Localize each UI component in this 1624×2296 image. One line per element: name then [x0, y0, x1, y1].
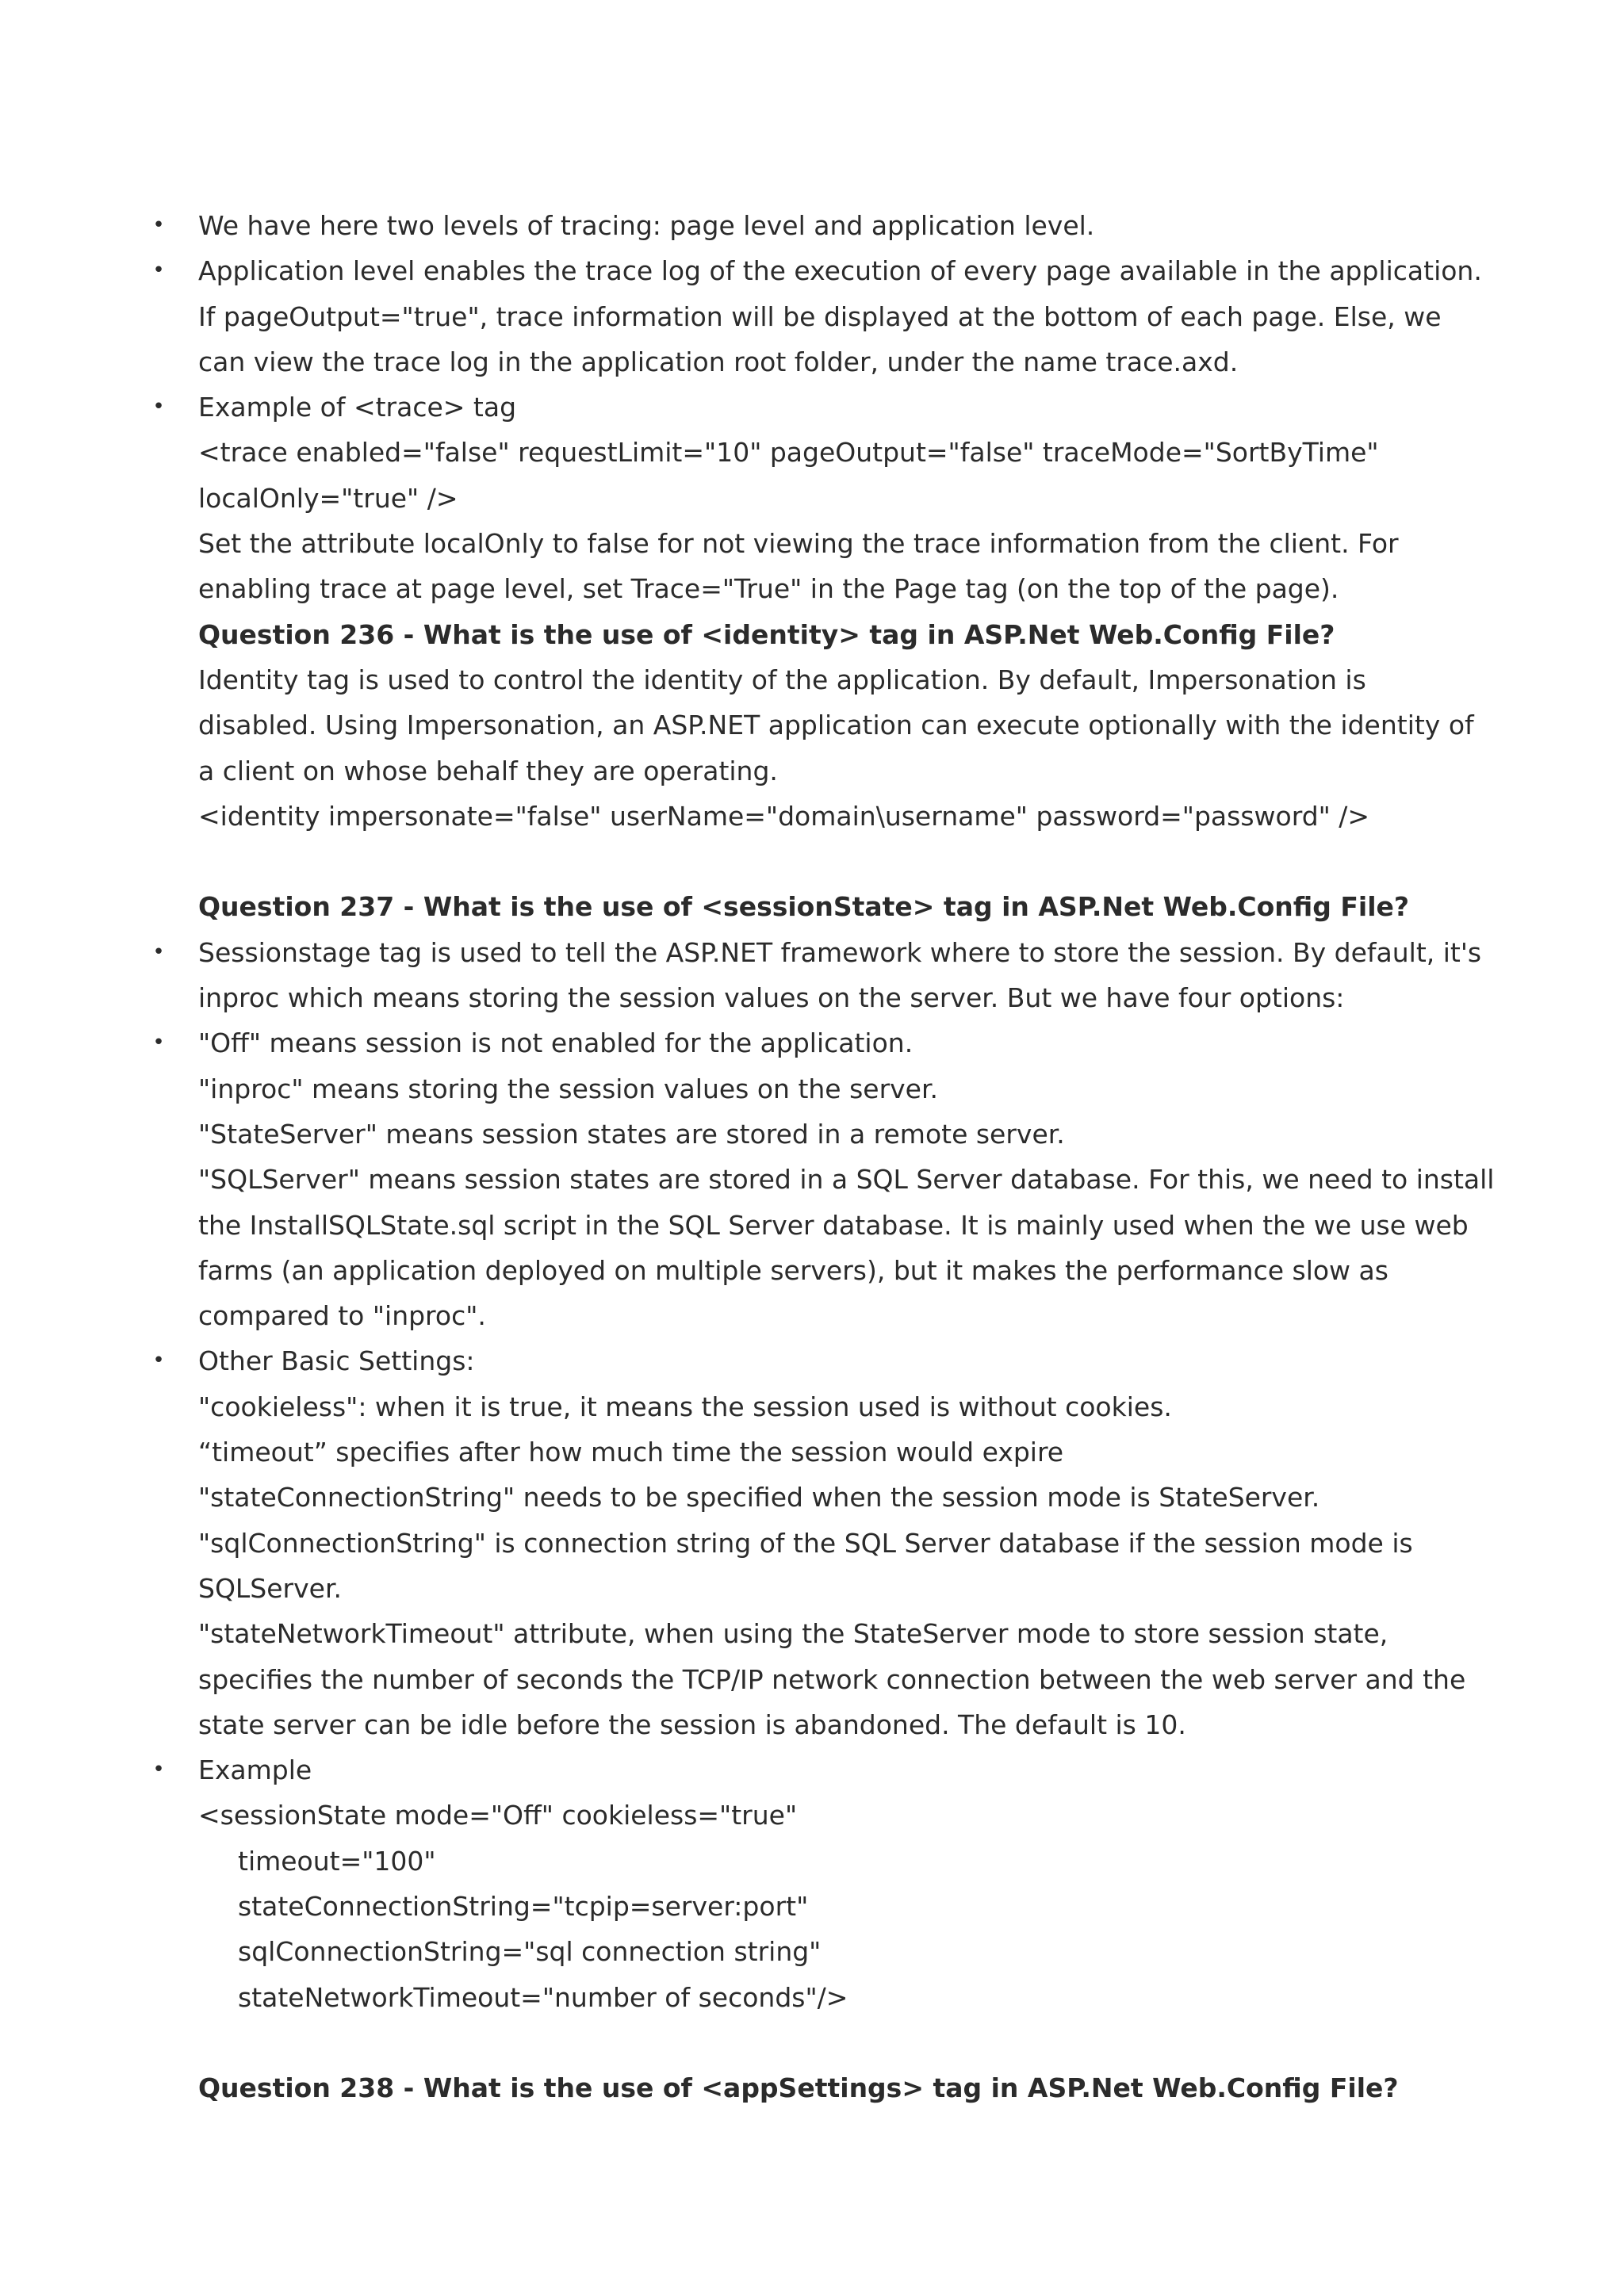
line-text: the InstallSQLState.sql script in the SQL Server database. It is mainly used when the we use web [198, 1209, 1469, 1241]
line-text: compared to "inproc". [198, 1300, 486, 1332]
line-text: <trace enabled="false" requestLimit="10" pageOutput="false" traceMode="SortByTime" [198, 437, 1379, 469]
line-text: stateConnectionString="tcpip=server:port" [238, 1890, 809, 1922]
line-text: Question 237 - What is the use of <sessionState> tag in ASP.Net Web.Config File? [198, 891, 1410, 923]
line-text: <sessionState mode="Off" cookieless="true" [198, 1800, 798, 1831]
text-line [198, 521, 1467, 566]
line-text: inproc which means storing the session values on the server. But we have four options: [198, 982, 1345, 1014]
text-line [198, 1611, 1467, 1656]
text-line [198, 1203, 1467, 1248]
text-line [198, 1248, 1467, 1293]
text-line [198, 794, 1467, 839]
text-line [198, 702, 1474, 748]
bullet-icon: • [152, 1031, 165, 1055]
text-line [152, 203, 1467, 248]
text-line [198, 1929, 1467, 1974]
blank-line [198, 2020, 1467, 2065]
bullet-icon: • [152, 213, 165, 237]
text-line [198, 1793, 1467, 1838]
line-text: state server can be idle before the session is abandoned. The default is 10. [198, 1709, 1186, 1740]
text-line [198, 476, 1467, 521]
text-line [198, 1475, 1467, 1520]
line-text: "cookieless": when it is true, it means the session used is without cookies. [198, 1391, 1172, 1422]
text-line [198, 294, 1467, 339]
line-text: If pageOutput="true", trace information will be displayed at the bottom of each page. Else, we [198, 300, 1442, 332]
line-text: Identity tag is used to control the identity of the application. By default, Impersonation is [198, 664, 1366, 695]
text-line [152, 1020, 1467, 1066]
line-text: We have here two levels of tracing: page level and application level. [198, 210, 1095, 241]
text-line [198, 1429, 1467, 1475]
line-text: "stateConnectionString" needs to be specified when the session mode is StateServer. [198, 1482, 1320, 1513]
text-line [198, 1521, 1467, 1566]
line-text: Question 236 - What is the use of <identity> tag in ASP.Net Web.Config File? [198, 618, 1335, 650]
line-text: a client on whose behalf they are operating. [198, 755, 778, 786]
text-line [152, 248, 1482, 293]
line-text: localOnly="true" /> [198, 482, 458, 514]
line-text: can view the trace log in the application root folder, under the name trace.axd. [198, 346, 1239, 377]
text-line [152, 1747, 1467, 1793]
line-text: specifies the number of seconds the TCP/IP network connection between the web server and the [198, 1663, 1466, 1695]
line-text: Sessionstage tag is used to tell the ASP.NET framework where to store the session. By default, it's [198, 936, 1482, 968]
line-text: "Off" means session is not enabled for the application. [198, 1027, 914, 1059]
line-text: Question 238 - What is the use of <appSettings> tag in ASP.Net Web.Config File? [198, 2072, 1399, 2104]
bullet-icon: • [152, 1758, 165, 1782]
line-text: Application level enables the trace log of the execution of every page available in the application. [198, 255, 1482, 287]
line-text: stateNetworkTimeout="number of seconds"/> [238, 1981, 848, 2013]
text-line [198, 1066, 1467, 1112]
text-line [198, 1702, 1467, 1747]
line-text: "SQLServer" means session states are stored in a SQL Server database. For this, we need to install [198, 1164, 1495, 1196]
line-text: "inproc" means storing the session values on the server. [198, 1073, 939, 1104]
text-line [198, 1657, 1467, 1702]
text-line [198, 430, 1467, 475]
text-line [198, 975, 1467, 1020]
question-heading [198, 2065, 1467, 2110]
line-text: farms (an application deployed on multiple servers), but it makes the performance slow as [198, 1254, 1388, 1286]
text-line [198, 339, 1467, 385]
text-line [152, 385, 1467, 430]
line-text: SQLServer. [198, 1572, 342, 1604]
text-line [198, 1975, 1467, 2020]
bullet-icon: • [152, 395, 165, 419]
text-line [198, 1884, 1467, 1929]
line-text: "stateNetworkTimeout" attribute, when using the StateServer mode to store session state, [198, 1618, 1388, 1650]
text-line [198, 1566, 1467, 1611]
line-text: timeout="100" [238, 1845, 436, 1877]
question-heading [198, 612, 1467, 657]
bullet-icon: • [152, 939, 165, 964]
line-text: Example of <trace> tag [198, 392, 517, 423]
text-line [152, 1338, 1467, 1383]
line-text: "sqlConnectionString" is connection string of the SQL Server database if the session mode is [198, 1527, 1413, 1559]
text-line [152, 930, 1482, 975]
text-line [198, 1839, 1467, 1884]
bullet-icon: • [152, 1349, 165, 1373]
line-text: Example [198, 1755, 312, 1786]
line-text: enabling trace at page level, set Trace="True" in the Page tag (on the top of the page). [198, 573, 1339, 605]
text-line [198, 657, 1467, 702]
line-text: "StateServer" means session states are stored in a remote server. [198, 1118, 1065, 1150]
line-text: Set the attribute localOnly to false for not viewing the trace information from the client. For [198, 528, 1399, 560]
line-text: sqlConnectionString="sql connection string" [238, 1936, 822, 1968]
document-body [152, 203, 1495, 2110]
question-heading [198, 884, 1467, 929]
text-line [198, 1384, 1467, 1429]
blank-line [198, 839, 1467, 884]
line-text: “timeout” specifies after how much time the session would expire [198, 1437, 1064, 1468]
text-line [198, 1157, 1495, 1202]
line-text: disabled. Using Impersonation, an ASP.NET application can execute optionally with the identity of [198, 710, 1474, 741]
line-text: Other Basic Settings: [198, 1345, 475, 1377]
text-line [198, 748, 1467, 794]
bullet-icon: • [152, 258, 165, 283]
text-line [198, 1112, 1467, 1157]
line-text: <identity impersonate="false" userName="domain\username" password="password" /> [198, 800, 1370, 832]
text-line [198, 566, 1467, 611]
text-line [198, 1293, 1467, 1338]
